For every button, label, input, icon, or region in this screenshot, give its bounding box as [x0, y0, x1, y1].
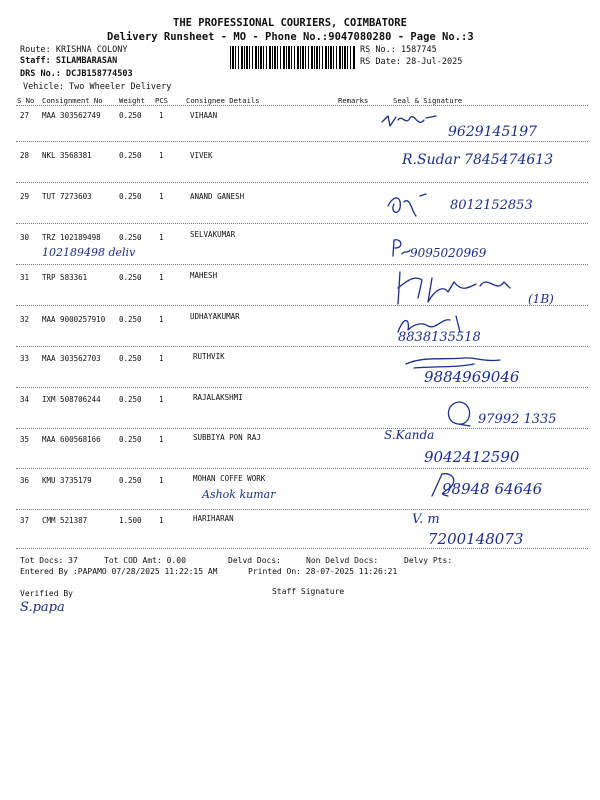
header-divider	[16, 105, 588, 106]
row-sno: 29	[20, 192, 30, 201]
handwritten-phone-30: 9095020969	[410, 246, 487, 260]
handwritten-name-36: Ashok kumar	[202, 488, 276, 501]
row-consignee: MAHESH	[190, 271, 218, 280]
row-sno: 32	[20, 315, 30, 324]
row-weight: 0.250	[119, 435, 142, 444]
row-consignment: CMM 521387	[42, 516, 88, 525]
row-weight: 0.250	[119, 476, 142, 485]
row-consignee: RUTHVIK	[193, 352, 225, 361]
handwritten-phone-35: 9042412590	[424, 448, 520, 466]
row-consignee: SUBBIYA PON RAJ	[193, 433, 261, 442]
row-weight: 0.250	[119, 192, 142, 201]
row-sno: 35	[20, 435, 30, 444]
col-remarks: Remarks	[338, 96, 369, 105]
row-consignment: NKL 3568381	[42, 151, 92, 160]
row-divider	[16, 387, 588, 388]
runsheet-subtitle: Delivery Runsheet - MO - Phone No.:9047080280 - Page No.:3	[107, 31, 474, 43]
row-pcs: 1	[159, 395, 164, 404]
handwritten-phone-28: R.Sudar 7845474613	[402, 152, 554, 168]
drs-number: DRS No.: DCJB158774503	[20, 69, 133, 79]
row-pcs: 1	[159, 233, 164, 242]
row-sno: 30	[20, 233, 30, 242]
row-weight: 0.250	[119, 273, 142, 282]
row-consignee: SELVAKUMAR	[190, 230, 236, 239]
handwritten-phone-37: 7200148073	[428, 530, 524, 548]
rs-number: RS No.: 1587745	[360, 45, 437, 55]
signature-row-30	[390, 236, 414, 260]
col-sno: S No	[17, 96, 35, 105]
row-divider	[16, 182, 588, 183]
delivery-points: Delvy Pts:	[404, 556, 453, 565]
signature-row-34	[440, 398, 480, 428]
row-pcs: 1	[159, 315, 164, 324]
handwritten-name-35: S.Kanda	[384, 428, 435, 442]
rs-date: RS Date: 28-Jul-2025	[360, 57, 463, 67]
row-pcs: 1	[159, 111, 164, 120]
row-pcs: 1	[159, 435, 164, 444]
barcode	[230, 46, 356, 69]
row-divider	[16, 223, 588, 224]
handwritten-phone-29: 8012152853	[450, 198, 533, 213]
row-divider	[16, 346, 588, 347]
row-pcs: 1	[159, 192, 164, 201]
row-divider	[16, 548, 588, 549]
col-weight: Weight	[119, 96, 145, 105]
col-consignment: Consignment No	[42, 96, 103, 105]
row-consignee: HARIHARAN	[193, 514, 234, 523]
handwritten-phone-33: 9884969046	[424, 368, 520, 386]
row-sno: 37	[20, 516, 30, 525]
handwritten-initials-37: V. m	[412, 512, 440, 527]
verified-by-label: Verified By	[20, 589, 73, 598]
row-consignment: IXM 508706244	[42, 395, 101, 404]
row-weight: 0.250	[119, 233, 142, 242]
delivered-docs: Delvd Docs:	[228, 556, 281, 565]
row-consignment: TUT 7273603	[42, 192, 92, 201]
row-divider	[16, 141, 588, 142]
col-seal-signature: Seal & Signature	[393, 96, 463, 105]
row-consignee: VIHAAN	[190, 111, 218, 120]
row-sno: 34	[20, 395, 30, 404]
row-consignee: ANAND GANESH	[190, 192, 245, 201]
route-label: Route: KRISHNA COLONY	[20, 45, 128, 55]
row-divider	[16, 468, 588, 469]
row-weight: 0.250	[119, 151, 142, 160]
row-weight: 0.250	[119, 111, 142, 120]
row-weight: 0.250	[119, 395, 142, 404]
verified-signature: S.papa	[20, 600, 65, 615]
row-consignment: KMU 3735179	[42, 476, 92, 485]
staff-label: Staff: SILAMBARASAN	[20, 56, 118, 66]
row-pcs: 1	[159, 516, 164, 525]
handwritten-note-30: 102189498 deliv	[42, 246, 136, 259]
row-pcs: 1	[159, 354, 164, 363]
row-consignment: TRP 583361	[42, 273, 88, 282]
non-delivered-docs: Non Delvd Docs:	[306, 556, 379, 565]
row-consignee: MOHAN COFFE WORK	[193, 474, 266, 483]
vehicle-label: Vehicle: Two Wheeler Delivery	[23, 82, 172, 92]
row-sno: 36	[20, 476, 30, 485]
col-consignee: Consignee Details	[186, 96, 260, 105]
handwritten-phone-32: 8838135518	[398, 330, 481, 345]
col-pcs: PCS	[155, 96, 168, 105]
row-divider	[16, 428, 588, 429]
total-docs: Tot Docs: 37	[20, 556, 78, 565]
row-sno: 27	[20, 111, 30, 120]
handwritten-note-31: (1B)	[528, 292, 554, 306]
handwritten-phone-36: 98948 64646	[442, 480, 543, 498]
staff-signature-label: Staff Signature	[272, 587, 345, 596]
row-weight: 0.250	[119, 315, 142, 324]
signature-row-29	[386, 192, 446, 220]
row-consignment: MAA 303562749	[42, 111, 101, 120]
row-weight: 1.500	[119, 516, 142, 525]
row-consignee: UDHAYAKUMAR	[190, 312, 240, 321]
row-consignment: MAA 600568166	[42, 435, 101, 444]
row-sno: 33	[20, 354, 30, 363]
row-consignment: TRZ 102189498	[42, 233, 101, 242]
row-divider	[16, 509, 588, 510]
printed-on: Printed On: 28-07-2025 11:26:21	[248, 567, 398, 576]
row-consignment: MAA 303562703	[42, 354, 101, 363]
row-sno: 28	[20, 151, 30, 160]
company-name: THE PROFESSIONAL COURIERS, COIMBATORE	[173, 17, 407, 29]
row-consignment: MAA 9000257910	[42, 315, 106, 324]
row-weight: 0.250	[119, 354, 142, 363]
row-consignee: VIVEK	[190, 151, 213, 160]
row-pcs: 1	[159, 273, 164, 282]
handwritten-phone-27: 9629145197	[448, 124, 538, 140]
row-pcs: 1	[159, 151, 164, 160]
row-pcs: 1	[159, 476, 164, 485]
total-cod: Tot COD Amt: 0.00	[104, 556, 186, 565]
handwritten-phone-34: 97992 1335	[478, 412, 557, 427]
row-divider	[16, 264, 588, 265]
row-sno: 31	[20, 273, 30, 282]
entered-by: Entered By :PAPAMO 07/28/2025 11:22:15 AM	[20, 567, 218, 576]
row-consignee: RAJALAKSHMI	[193, 393, 243, 402]
